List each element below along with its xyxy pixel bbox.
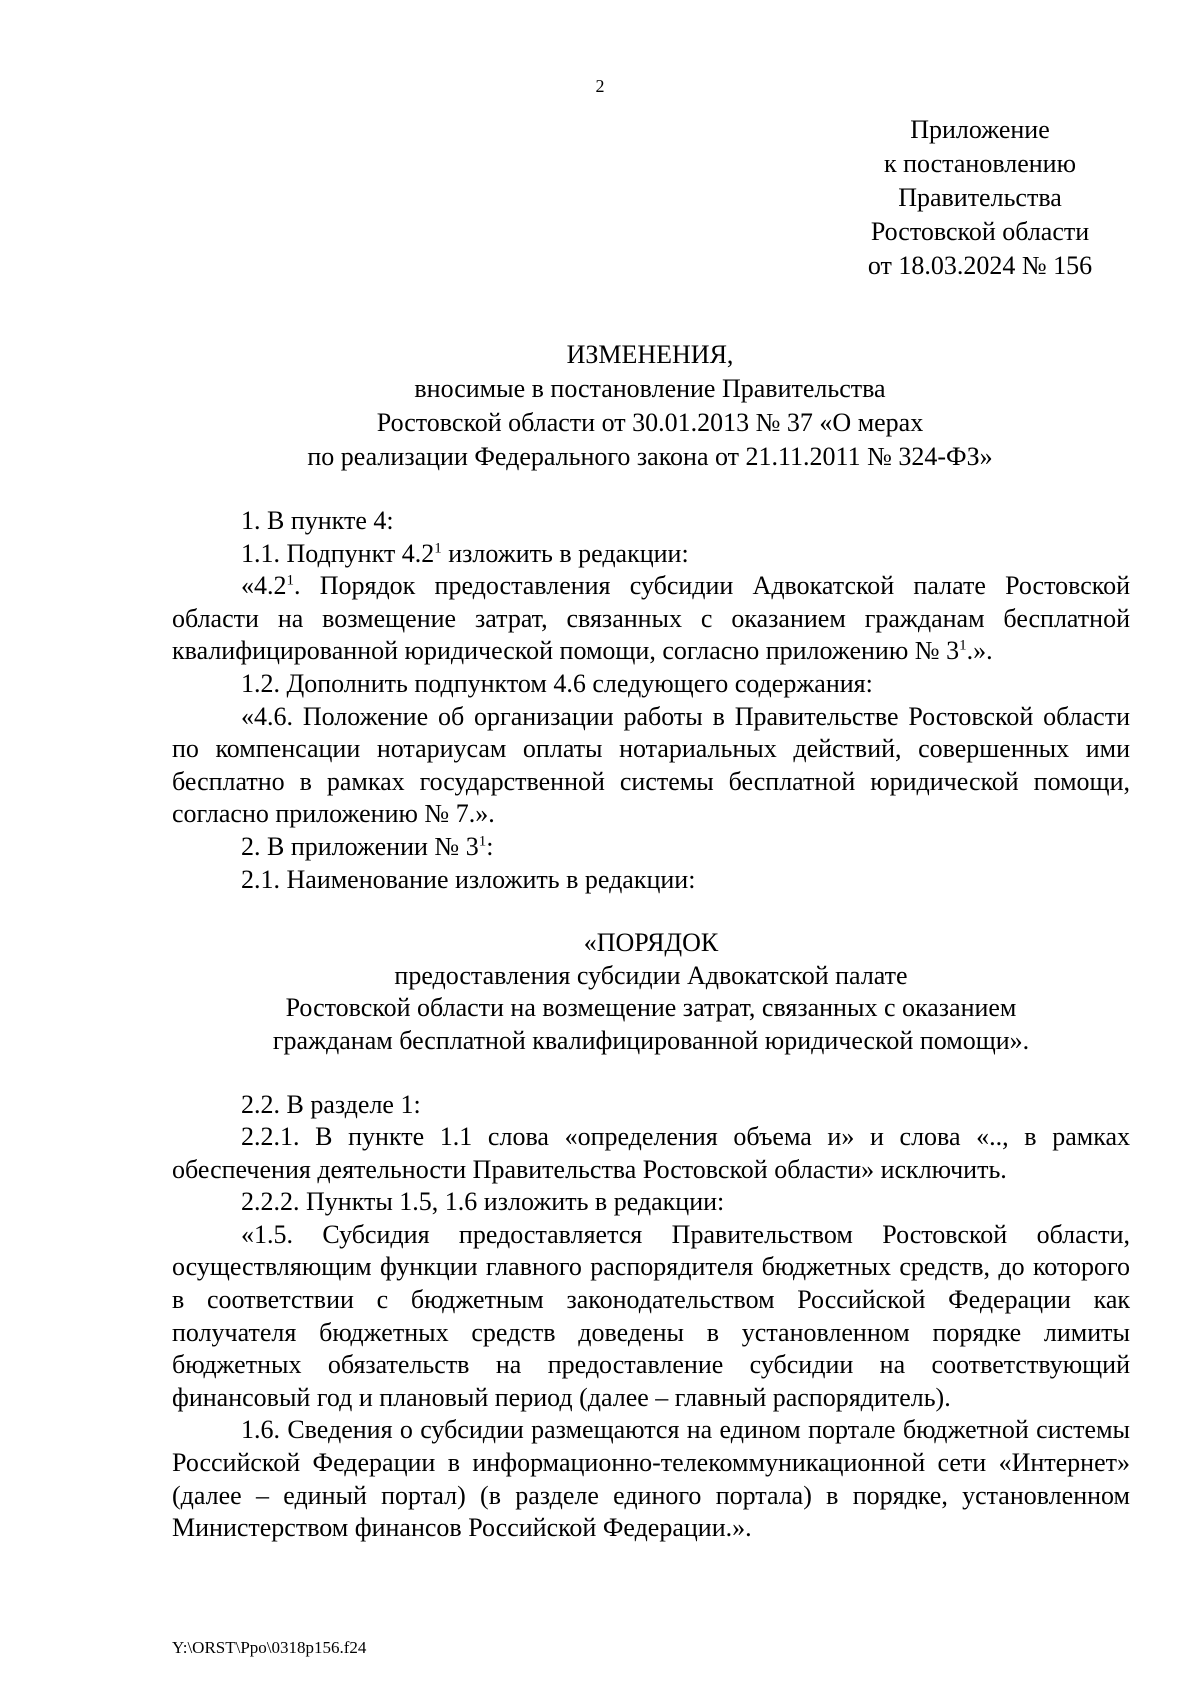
annex-line: Приложение [910, 115, 1050, 144]
superscript: 1 [478, 833, 487, 850]
quote-1-5: «1.5. Субсидия предоставляется Правительством Ростовской области, осуществляющим функции главного распорядителя бюджетных средств, до которого в соответствии с бюджетным законодательством Российской Федерации как получателя бюджетных средств доведены в установленном порядке лимиты бюджетных обязательств на предоставление субсидии на соответствующий финансовый год и плановый период (далее – главный распорядитель). [172, 1219, 1130, 1412]
order-line: предоставления субсидии Адвокатской палате [394, 960, 908, 990]
quote-4-2-1 [172, 570, 1130, 668]
paragraph-2-2-2: 2.2.2. Пункты 1.5, 1.6 изложить в редакции: [241, 1187, 725, 1217]
text-run: изложить в редакции: [441, 538, 689, 568]
document-title [170, 338, 1130, 474]
title-heading: ИЗМЕНЕНИЯ, [566, 340, 734, 369]
document-body [172, 505, 1130, 1545]
text-run: 2. В приложении № 3 [241, 831, 479, 861]
annex-line: к постановлению [883, 149, 1077, 178]
superscript: 1 [286, 572, 294, 589]
order-line: Ростовской области на возмещение затрат, связанных с оказанием [285, 993, 1017, 1023]
title-line: по реализации Федерального закона от 21.11.2011 № 324-ФЗ» [307, 442, 993, 471]
text-run: : [486, 831, 494, 861]
order-heading: «ПОРЯДОК [583, 928, 719, 958]
quote-1-6: 1.6. Сведения о субсидии размещаются на едином портале бюджетной системы Российской Федерации в информационно-телекоммуникационной сети «Интернет» (далее – единый портал) (в разделе единого портала) в порядке, установленном Министерством финансов Российской Федерации.». [172, 1415, 1130, 1543]
text-run: «4.2 [241, 571, 287, 601]
paragraph-1: 1. В пункте 4: [241, 506, 394, 535]
text-run: . Порядок предоставления субсидии Адвокатской палате Ростовской области на возмещение затрат, связанных с оказанием гражданам бесплатной квалифицированной юридической помощи, согласно приложению № 3 [172, 571, 1130, 666]
paragraph-1-1 [172, 538, 1130, 571]
superscript: 1 [959, 637, 967, 654]
title-line: вносимые в постановление Правительства [414, 374, 886, 403]
annex-line: Ростовской области [870, 217, 1090, 246]
paragraph-2 [172, 831, 1130, 864]
annex-line: от 18.03.2024 № 156 [867, 251, 1093, 280]
file-path-footer: Y:\ORST\Ppo\0318p156.f24 [172, 1638, 367, 1657]
order-line: гражданам бесплатной квалифицированной юридической помощи». [272, 1025, 1030, 1055]
title-line: Ростовской области от 30.01.2013 № 37 «О мерах [376, 408, 924, 437]
paragraph-2-2: 2.2. В разделе 1: [241, 1089, 421, 1119]
paragraph-2-1: 2.1. Наименование изложить в редакции: [241, 864, 696, 894]
annex-header [820, 113, 1140, 283]
page-number: 2 [595, 76, 605, 96]
annex-line: Правительства [898, 183, 1062, 212]
text-run: .». [966, 636, 993, 666]
text-run: 1.1. Подпункт 4.2 [241, 538, 435, 568]
superscript: 1 [434, 539, 442, 556]
order-title [172, 927, 1130, 1057]
quote-4-6: «4.6. Положение об организации работы в Правительстве Ростовской области по компенсации нотариусам оплаты нотариальных действий, совершенных ими бесплатно в рамках государственной системы бесплатной юридической помощи, согласно приложению № 7.». [172, 701, 1130, 829]
paragraph-2-2-1: 2.2.1. В пункте 1.1 слова «определения объема и» и слова «.., в рамках обеспечения деятельности Правительства Ростовской области» исключить. [172, 1122, 1130, 1184]
paragraph-1-2: 1.2. Дополнить подпунктом 4.6 следующего содержания: [241, 668, 873, 698]
